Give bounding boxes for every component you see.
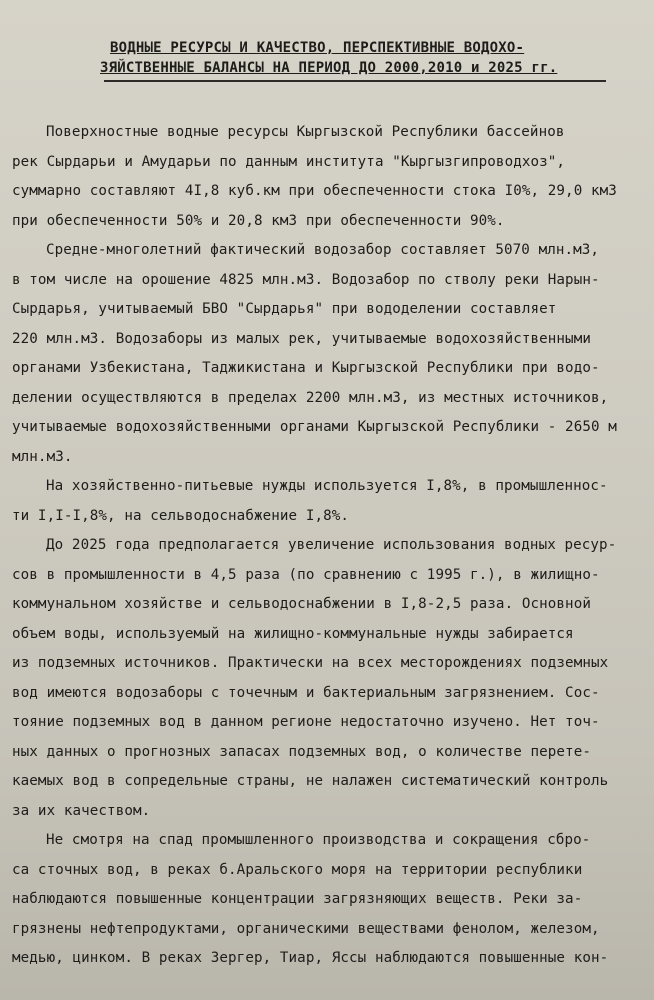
text-line: за их качеством. (12, 802, 151, 819)
text-line: Не смотря на спад промышленного производства и сокращения сбро- (46, 832, 591, 848)
text-line: 220 млн.м3. Водозаборы из малых рек, учитываемые водохозяйственными (12, 330, 591, 347)
text-line: делении осуществляются в пределах 2200 млн.м3, из местных источников, (12, 389, 609, 406)
paragraph (12, 826, 652, 974)
text-line: наблюдаются повышенные концентрации загрязняющих веществ. Реки за- (12, 891, 583, 907)
text-line: коммунальном хозяйстве и сельводоснабжении в I,8-2,5 раза. Основной (12, 596, 591, 612)
text-line: рек Сырдарьи и Амударьи по данным института "Кыргызгипроводхоз", (12, 153, 566, 170)
text-line: тояние подземных вод в данном регионе недостаточно изучено. Нет точ- (12, 714, 600, 730)
document-heading (100, 38, 620, 78)
heading-line-1: ВОДНЫЕ РЕСУРСЫ И КАЧЕСТВО, ПЕРСПЕКТИВНЫЕ ВОДОХО- (110, 40, 525, 56)
text-line: Сырдарья, учитываемый БВО "Сырдарья" при вододелении составляет (12, 301, 557, 317)
text-line: ти I,I-I,8%, на сельводоснабжение I,8%. (12, 507, 350, 524)
heading-underline (104, 80, 606, 82)
text-line: суммарно составляют 4I,8 куб.км при обеспеченности стока I0%, 29,0 км3 (12, 183, 617, 199)
heading-line-2: ЗЯЙСТВЕННЫЕ БАЛАНСЫ НА ПЕРИОД ДО 2000,2010 и 2025 гг. (100, 60, 558, 76)
text-line: Средне-многолетний фактический водозабор составляет 5070 млн.м3, (46, 242, 600, 258)
text-line: ных данных о прогнозных запасах подземных вод, о количестве перете- (12, 743, 591, 760)
paragraph (12, 472, 652, 531)
text-line: учитываемые водохозяйственными органами Кыргызской Республики - 2650 м (12, 419, 617, 435)
text-line: объем воды, используемый на жилищно-коммунальные нужды забирается (12, 625, 574, 642)
text-line: сов в промышленности в 4,5 раза (по сравнению с 1995 г.), в жилищно- (12, 566, 600, 583)
text-line: На хозяйственно-питьевые нужды используется I,8%, в промышленнос- (46, 478, 608, 494)
text-line: при обеспеченности 50% и 20,8 км3 при обеспеченности 90%. (12, 212, 505, 229)
text-line: Поверхностные водные ресурсы Кыргызской Республики бассейнов (46, 124, 565, 140)
document-body (12, 118, 652, 974)
text-line: каемых вод в сопредельные страны, не налажен систематический контроль (12, 773, 609, 789)
paragraph (12, 118, 652, 236)
text-line: грязнены нефтепродуктами, органическими веществами фенолом, железом, (12, 920, 600, 937)
text-line: медью, цинком. В реках Зергер, Тиар, Яссы наблюдаются повышенные кон- (12, 950, 609, 966)
text-line: До 2025 года предполагается увеличение использования водных ресур- (46, 537, 617, 553)
text-line: из подземных источников. Практически на всех месторождениях подземных (12, 655, 609, 671)
text-line: органами Узбекистана, Таджикистана и Кыргызской Республики при водо- (12, 360, 600, 376)
text-line: са сточных вод, в реках б.Аральского моря на территории республики (12, 861, 583, 878)
paragraph (12, 236, 652, 472)
text-line: вод имеются водозаборы с точечным и бактериальным загрязнением. Сос- (12, 684, 600, 701)
paragraph (12, 531, 652, 826)
text-line: млн.м3. (12, 448, 73, 465)
text-line: в том числе на орошение 4825 млн.м3. Водозабор по стволу реки Нарын- (12, 271, 600, 288)
